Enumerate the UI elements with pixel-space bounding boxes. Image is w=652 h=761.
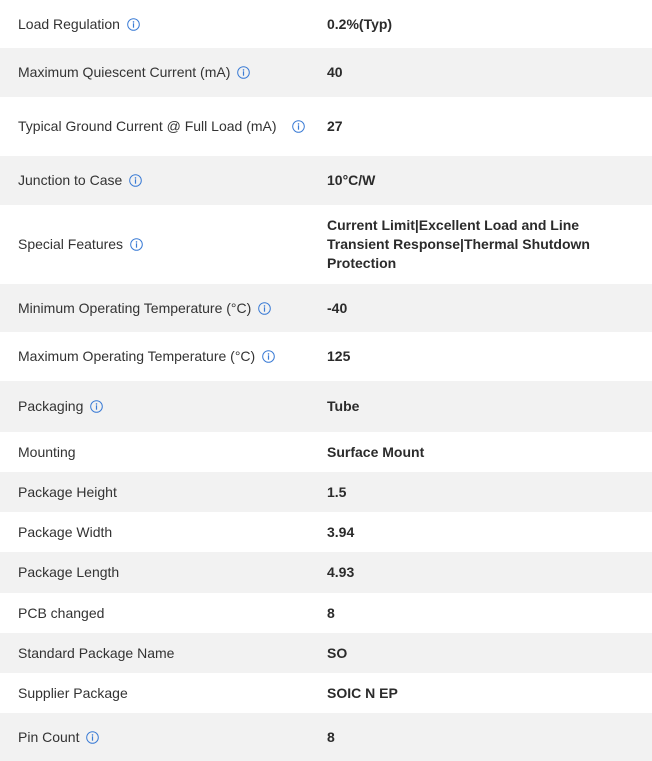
spec-value: 3.94 [327, 523, 355, 540]
spec-label-cell [0, 484, 327, 501]
spec-row-load-regulation [0, 0, 652, 48]
spec-row-typical-ground-current [0, 97, 652, 156]
spec-label-cell [0, 564, 327, 581]
spec-row-max-operating-temp [0, 332, 652, 381]
spec-value: 40 [327, 64, 343, 80]
spec-value: 0.2%(Typ) [327, 15, 393, 32]
spec-label: Package Width [18, 523, 113, 540]
spec-label-cell [0, 64, 327, 81]
spec-label-cell [0, 348, 327, 365]
info-icon[interactable] [127, 18, 140, 31]
spec-label: Supplier Package [18, 684, 128, 701]
spec-value: SO [327, 644, 348, 661]
spec-label: Mounting [18, 443, 76, 460]
spec-row-pcb-changed [0, 593, 652, 633]
info-icon[interactable] [258, 302, 271, 315]
spec-label-cell [0, 300, 327, 317]
spec-label-cell [0, 16, 327, 33]
spec-row-mounting [0, 432, 652, 472]
spec-value: 8 [327, 604, 335, 621]
spec-value: SOIC N EP [327, 684, 398, 701]
info-icon[interactable] [292, 120, 305, 133]
spec-label: PCB changed [18, 604, 105, 621]
spec-row-supplier-package [0, 673, 652, 713]
spec-row-special-features [0, 205, 652, 284]
info-icon[interactable] [86, 731, 99, 744]
spec-label-cell [0, 118, 327, 135]
info-icon[interactable] [90, 400, 103, 413]
spec-label: Package Height [18, 483, 117, 500]
spec-label-cell [0, 605, 327, 622]
info-icon[interactable] [129, 174, 142, 187]
spec-row-package-width [0, 512, 652, 552]
info-icon[interactable] [262, 350, 275, 363]
spec-label: Minimum Operating Temperature (°C) [18, 299, 252, 316]
spec-label-cell [0, 729, 327, 746]
spec-value: 4.93 [327, 564, 355, 580]
spec-label-cell [0, 524, 327, 541]
spec-value: Current Limit|Excellent Load and Line Transient Response|Thermal Shutdown Protection [327, 217, 590, 271]
spec-row-junction-to-case [0, 156, 652, 205]
spec-label-cell [0, 236, 327, 253]
spec-row-package-length [0, 552, 652, 593]
spec-label: Special Features [18, 236, 124, 252]
spec-value: Tube [327, 398, 360, 414]
spec-label-cell [0, 398, 327, 415]
spec-row-standard-package-name [0, 633, 652, 673]
spec-value: 8 [327, 728, 335, 745]
spec-label-cell [0, 685, 327, 702]
spec-value: 1.5 [327, 483, 347, 500]
spec-label: Package Length [18, 564, 120, 580]
spec-value: 10°C/W [327, 172, 376, 188]
spec-label-cell [0, 172, 327, 189]
spec-label: Pin Count [18, 728, 80, 745]
info-icon[interactable] [130, 238, 143, 251]
spec-row-package-height [0, 472, 652, 512]
spec-row-pin-count [0, 713, 652, 761]
spec-label-cell [0, 444, 327, 461]
spec-value: Surface Mount [327, 443, 425, 460]
spec-value: -40 [327, 299, 348, 316]
spec-label-cell [0, 645, 327, 662]
spec-row-packaging [0, 381, 652, 432]
spec-label: Junction to Case [18, 172, 123, 188]
spec-value: 125 [327, 348, 351, 364]
spec-label: Maximum Operating Temperature (°C) [18, 348, 256, 364]
spec-row-max-quiescent-current [0, 48, 652, 97]
spec-label: Standard Package Name [18, 644, 175, 661]
spec-label: Maximum Quiescent Current (mA) [18, 64, 231, 80]
spec-label: Load Regulation [18, 15, 120, 32]
spec-label: Packaging [18, 398, 84, 414]
spec-row-min-operating-temp [0, 284, 652, 332]
spec-value: 27 [327, 118, 343, 134]
info-icon[interactable] [237, 66, 250, 79]
spec-label: Typical Ground Current @ Full Load (mA) [18, 118, 277, 134]
